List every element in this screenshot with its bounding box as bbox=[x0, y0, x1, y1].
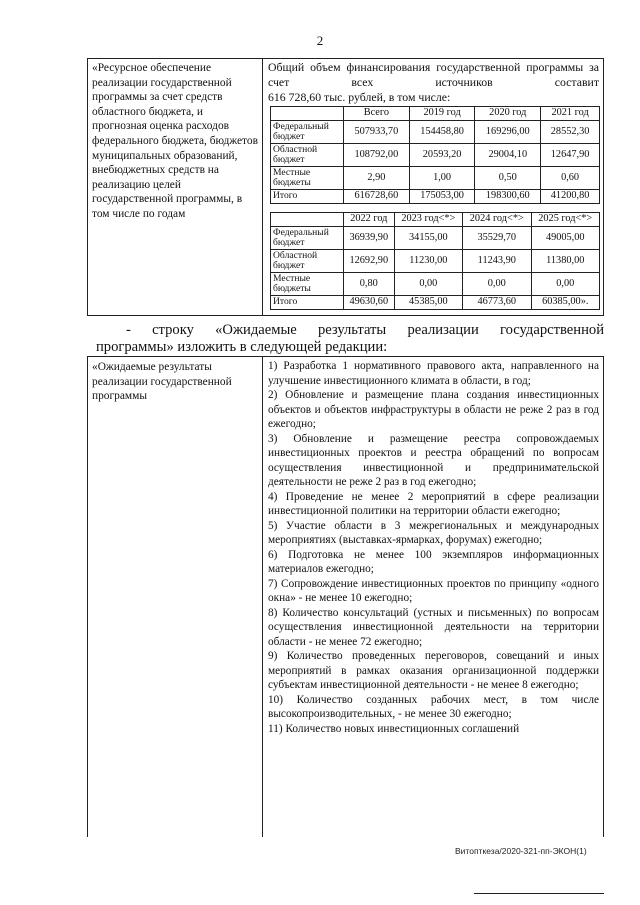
instruction-line: программы» изложить в следующей редакции: bbox=[96, 339, 388, 355]
table-cell: 0,50 bbox=[475, 167, 541, 190]
header-cell bbox=[271, 107, 344, 121]
table-cell: 29004,10 bbox=[475, 144, 541, 167]
financing-intro-text: Общий объем финансирования государственной программы за счет всех источников составит bbox=[268, 60, 599, 89]
financing-table-2019-2021 bbox=[270, 106, 600, 204]
list-item: 1) Разработка 1 нормативного правового акта, направленного на улучшение инвестиционного климата в области, в год; bbox=[268, 360, 599, 387]
resource-row-label: «Ресурсное обеспечение реализации государственной программы за счет средств областного бюджета, и прогнозная оценка расходов федерального бюджета, бюджетов муниципальных образований, внебюджетных средств на реализацию целей государственной программы, в том числе по годам bbox=[92, 62, 258, 220]
table-row bbox=[271, 296, 600, 310]
table-cell: 0,80 bbox=[344, 273, 395, 296]
header-cell bbox=[271, 213, 344, 227]
list-item: 6) Подготовка не менее 100 экземпляров информационных материалов ежегодно; bbox=[268, 548, 599, 575]
list-item: 9) Количество проведенных переговоров, совещаний и иных мероприятий в рамках оказания организационной поддержки субъектам инвестиционной деятельности - не менее 8 ежегодно; bbox=[268, 650, 599, 691]
table-cell: 41200,80 bbox=[541, 190, 600, 204]
table-cell: 35529,70 bbox=[463, 227, 531, 250]
list-item: 4) Проведение не менее 2 мероприятий в сфере реализации инвестиционной политики на территории области ежегодно; bbox=[268, 490, 599, 517]
table-cell: 154458,80 bbox=[409, 121, 475, 144]
results-list bbox=[268, 359, 599, 736]
resource-table bbox=[87, 58, 604, 316]
table-cell: 45385,00 bbox=[394, 296, 462, 310]
header-cell: 2019 год bbox=[409, 107, 475, 121]
header-cell: Всего bbox=[344, 107, 410, 121]
financing-total: 616 728,60 тыс. рублей, в том числе: bbox=[268, 90, 451, 104]
table-row bbox=[271, 144, 600, 167]
table-row bbox=[271, 121, 600, 144]
header-cell: 2023 год<*> bbox=[394, 213, 462, 227]
table-cell: 1,00 bbox=[409, 167, 475, 190]
row-label: Областной бюджет bbox=[271, 250, 344, 273]
table-cell: 11243,90 bbox=[463, 250, 531, 273]
column-divider bbox=[262, 357, 263, 837]
table-row bbox=[271, 167, 600, 190]
table-cell: 0,00 bbox=[394, 273, 462, 296]
results-table bbox=[87, 356, 604, 837]
table-cell: 11380,00 bbox=[531, 250, 599, 273]
financing-intro bbox=[268, 60, 599, 105]
row-label: Итого bbox=[271, 296, 344, 310]
table-cell: 34155,00 bbox=[394, 227, 462, 250]
row-label: Федеральный бюджет bbox=[271, 227, 344, 250]
results-row-label: «Ожидаемые результаты реализации государственной программы bbox=[92, 361, 232, 403]
table-cell: 12647,90 bbox=[541, 144, 600, 167]
table-cell: 12692,90 bbox=[344, 250, 395, 273]
table-cell: 11230,00 bbox=[394, 250, 462, 273]
instruction-paragraph bbox=[96, 322, 604, 356]
list-item: 3) Обновление и размещение реестра сопровождаемых инвестиционных проектов и реестра обращений по вопросам осуществления инвестиционной и предпринимательской деятельности не реже 2 раз в год ежегодно; bbox=[268, 432, 599, 488]
instruction-line: - строку «Ожидаемые результаты реализации государственной bbox=[126, 322, 604, 338]
table-cell: 108792,00 bbox=[344, 144, 410, 167]
table-row bbox=[271, 190, 600, 204]
footer-divider bbox=[474, 893, 604, 894]
list-item: 8) Количество консультаций (устных и письменных) по вопросам осуществления инвестиционной деятельности на территории области - не менее 72 ежегодно; bbox=[268, 606, 599, 648]
list-item: 11) Количество новых инвестиционных соглашений bbox=[268, 722, 520, 735]
table-cell: 49005,00 bbox=[531, 227, 599, 250]
header-cell: 2022 год bbox=[344, 213, 395, 227]
table-cell: 46773,60 bbox=[463, 296, 531, 310]
list-item: 7) Сопровождение инвестиционных проектов по принципу «одного окна» - не менее 10 ежегодно; bbox=[268, 577, 599, 604]
list-item: 10) Количество созданных рабочих мест, в том числе высокопроизводительных, - не менее 30 ежегодно; bbox=[268, 693, 599, 720]
table-cell: 169296,00 bbox=[475, 121, 541, 144]
table-row bbox=[271, 227, 600, 250]
table-cell: 175053,00 bbox=[409, 190, 475, 204]
header-cell: 2024 год<*> bbox=[463, 213, 531, 227]
table-cell: 28552,30 bbox=[541, 121, 600, 144]
table-cell: 36939,90 bbox=[344, 227, 395, 250]
page-number: 2 bbox=[316, 33, 324, 48]
document-code: Витопткеза/2020-321-пп-ЭКОН(1) bbox=[455, 846, 587, 856]
table-cell: 49630,60 bbox=[344, 296, 395, 310]
list-item: 2) Обновление и размещение плана создания инвестиционных объектов и объектов инфраструктуры в области не реже 2 раз в год ежегодно; bbox=[268, 389, 599, 430]
table-cell: 616728,60 bbox=[344, 190, 410, 204]
header-cell: 2025 год<*> bbox=[531, 213, 599, 227]
row-label: Итого bbox=[271, 190, 344, 204]
table-row bbox=[271, 250, 600, 273]
header-cell: 2020 год bbox=[475, 107, 541, 121]
table-row bbox=[271, 273, 600, 296]
table-cell: 198300,60 bbox=[475, 190, 541, 204]
row-label: Местные бюджеты bbox=[271, 167, 344, 190]
header-cell: 2021 год bbox=[541, 107, 600, 121]
table-cell: 0,60 bbox=[541, 167, 600, 190]
table-cell: 0,00 bbox=[463, 273, 531, 296]
row-label: Федеральный бюджет bbox=[271, 121, 344, 144]
row-label: Местные бюджеты bbox=[271, 273, 344, 296]
table-cell: 507933,70 bbox=[344, 121, 410, 144]
table-cell: 2,90 bbox=[344, 167, 410, 190]
table-cell: 20593,20 bbox=[409, 144, 475, 167]
financing-table-2022-2025 bbox=[270, 212, 600, 310]
column-divider bbox=[262, 59, 263, 315]
table-cell: 0,00 bbox=[531, 273, 599, 296]
row-label: Областной бюджет bbox=[271, 144, 344, 167]
table-cell: 60385,00». bbox=[531, 296, 599, 310]
list-item: 5) Участие области в 3 межрегиональных и международных мероприятиях (выставках-ярмарках, форумах) ежегодно; bbox=[268, 519, 599, 546]
